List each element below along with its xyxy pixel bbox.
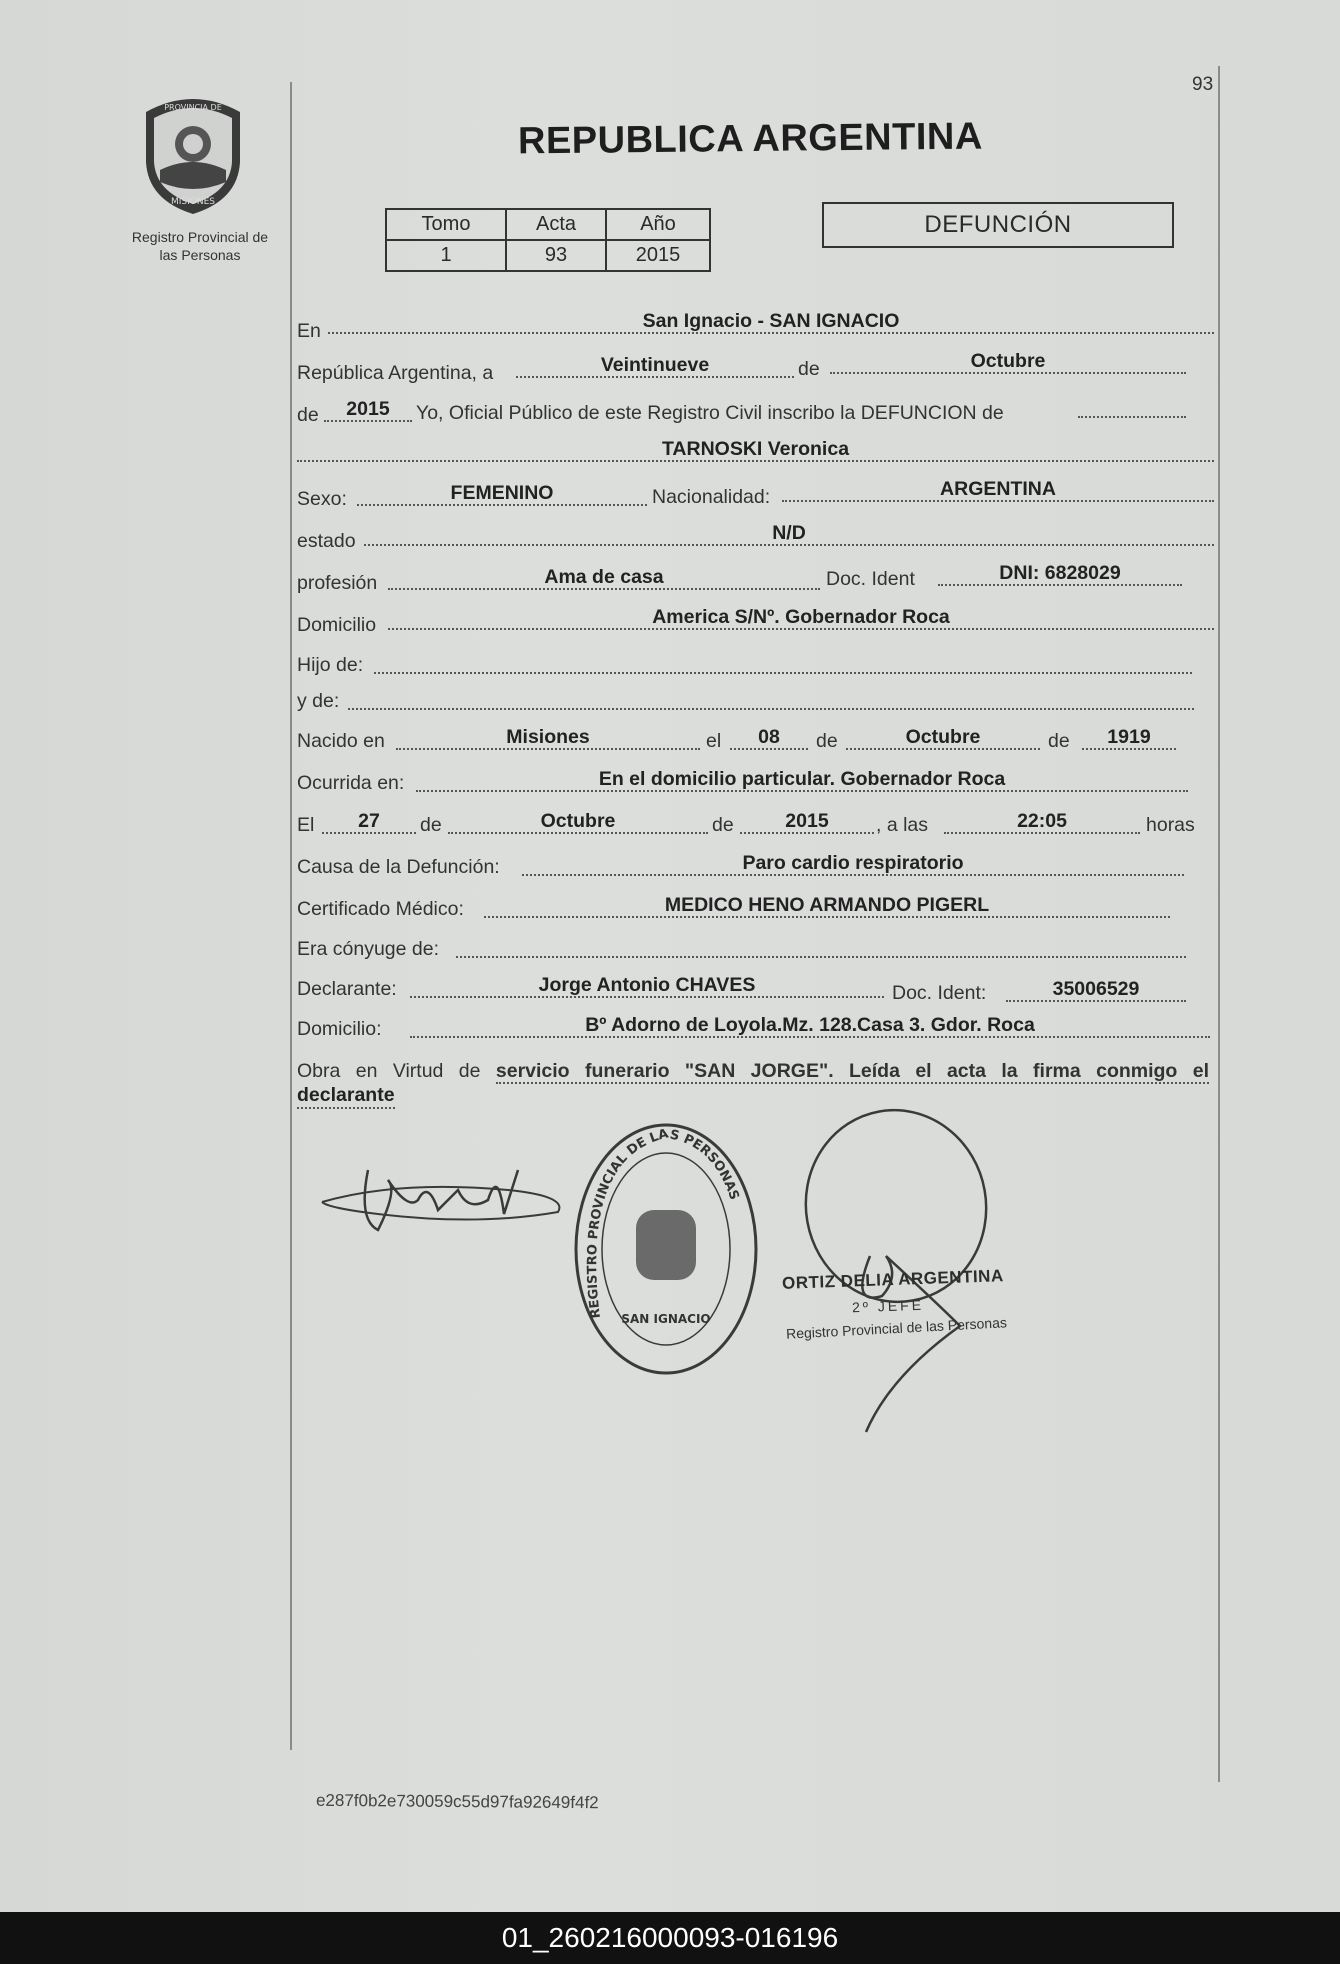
yo-blank [1078, 394, 1186, 418]
year-value: 2015 [324, 398, 412, 422]
el-label: el [706, 730, 722, 752]
en-value: San Ignacio - SAN IGNACIO [328, 310, 1214, 334]
official-seal-icon [570, 1118, 762, 1380]
hijo-value [374, 650, 1192, 674]
republica-label: República Argentina, a [297, 362, 494, 384]
nac-month: Octubre [846, 726, 1040, 750]
sexo-value: FEMENINO [357, 482, 647, 506]
day-value: Veintinueve [516, 354, 794, 378]
official-office: Registro Provincial de las Personas [785, 1314, 1008, 1342]
obra-label: Obra en Virtud de [297, 1060, 481, 1082]
yde-label: y de: [297, 690, 340, 712]
profesion-value: Ama de casa [388, 566, 820, 590]
page-number: 93 [1192, 74, 1214, 95]
tomo-value: 1 [386, 240, 506, 271]
obra-line [297, 1058, 1209, 1084]
registry-table [385, 208, 711, 272]
cert-value: MEDICO HENO ARMANDO PIGERL [484, 894, 1170, 918]
causa-value: Paro cardio respiratorio [522, 852, 1184, 876]
tomo-header: Tomo [386, 209, 506, 240]
document-title: REPUBLICA ARGENTINA [517, 115, 983, 163]
obra-value-cont: declarante [297, 1084, 395, 1109]
el2-label: El [297, 814, 315, 836]
en-label: En [297, 320, 321, 342]
nac-de1-label: de [816, 730, 838, 752]
nac-de2-label: de [1048, 730, 1070, 752]
province-coat-of-arms-icon [138, 92, 248, 216]
acta-header: Acta [506, 209, 606, 240]
yo-text: Yo, Oficial Público de este Registro Civil inscribo la DEFUNCION de [416, 402, 1004, 424]
nacido-label: Nacido en [297, 730, 385, 752]
yde-value [348, 686, 1194, 710]
nacionalidad-label: Nacionalidad: [652, 486, 771, 508]
def-year: 2015 [740, 810, 874, 834]
decl-doc-label: Doc. Ident: [892, 982, 987, 1004]
anio-header: Año [606, 209, 710, 240]
nacido-value: Misiones [396, 726, 700, 750]
conyuge-label: Era cónyuge de: [297, 938, 440, 960]
decl-dom-value: Bº Adorno de Loyola.Mz. 128.Casa 3. Gdor. Roca [410, 1014, 1210, 1038]
year-de-label: de [297, 404, 319, 426]
ocurrida-label: Ocurrida en: [297, 772, 405, 794]
anio-value: 2015 [606, 240, 710, 271]
official-name: ORTIZ DELIA ARGENTINA [781, 1266, 1004, 1293]
footer-id-bar: 01_260216000093-016196 [0, 1912, 1340, 1964]
def-time: 22:05 [944, 810, 1140, 834]
acta-value: 93 [506, 240, 606, 271]
ocurrida-value: En el domicilio particular. Gobernador Roca [416, 768, 1188, 792]
obra-value: servicio funerario "SAN JORGE". Leída el acta la firma conmigo el [495, 1060, 1209, 1082]
hijo-label: Hijo de: [297, 654, 364, 676]
nac-year: 1919 [1082, 726, 1176, 750]
svg-text:SAN IGNACIO: SAN IGNACIO [621, 1312, 711, 1326]
domicilio-value: America S/Nº. Gobernador Roca [388, 606, 1214, 630]
profesion-label: profesión [297, 572, 378, 594]
svg-text:MISIONES: MISIONES [170, 197, 216, 207]
left-margin-line [290, 82, 292, 1750]
decl-dom-label: Domicilio: [297, 1018, 382, 1040]
decl-doc-value: 35006529 [1006, 978, 1186, 1002]
def-month: Octubre [448, 810, 708, 834]
nacionalidad-value: ARGENTINA [782, 478, 1214, 502]
conyuge-value [456, 934, 1186, 958]
record-type-box: DEFUNCIÓN [822, 202, 1174, 248]
de-label: de [798, 358, 820, 380]
sexo-label: Sexo: [297, 488, 347, 510]
svg-text:PROVINCIA DE: PROVINCIA DE [164, 103, 222, 112]
declarante-label: Declarante: [297, 978, 397, 1000]
alas-label: , a las [876, 814, 929, 836]
official-role: 2º JEFE [851, 1296, 925, 1316]
def-de1-label: de [420, 814, 442, 836]
deceased-name: TARNOSKI Veronica [297, 438, 1214, 462]
causa-label: Causa de la Defunción: [297, 856, 500, 878]
logo-caption: Registro Provincial de las Personas [131, 229, 269, 263]
cert-label: Certificado Médico: [297, 898, 464, 920]
declarante-value: Jorge Antonio CHAVES [410, 974, 884, 998]
month-value: Octubre [830, 350, 1186, 374]
def-day: 27 [322, 810, 416, 834]
estado-value: N/D [364, 522, 1214, 546]
right-margin-line [1218, 66, 1220, 1782]
doc-value: DNI: 6828029 [938, 562, 1182, 586]
domicilio-label: Domicilio [297, 614, 377, 636]
svg-text:REGISTRO PROVINCIAL DE LAS PER: REGISTRO PROVINCIAL DE LAS PERSONAS [585, 1126, 742, 1320]
declarant-signature-icon [318, 1150, 580, 1250]
horas-label: horas [1146, 814, 1195, 836]
nac-day: 08 [730, 726, 808, 750]
document-hash: e287f0b2e730059c55d97fa92649f4f2 [315, 1790, 599, 1813]
estado-label: estado [297, 530, 356, 552]
def-de2-label: de [712, 814, 734, 836]
doc-label: Doc. Ident [826, 568, 915, 590]
